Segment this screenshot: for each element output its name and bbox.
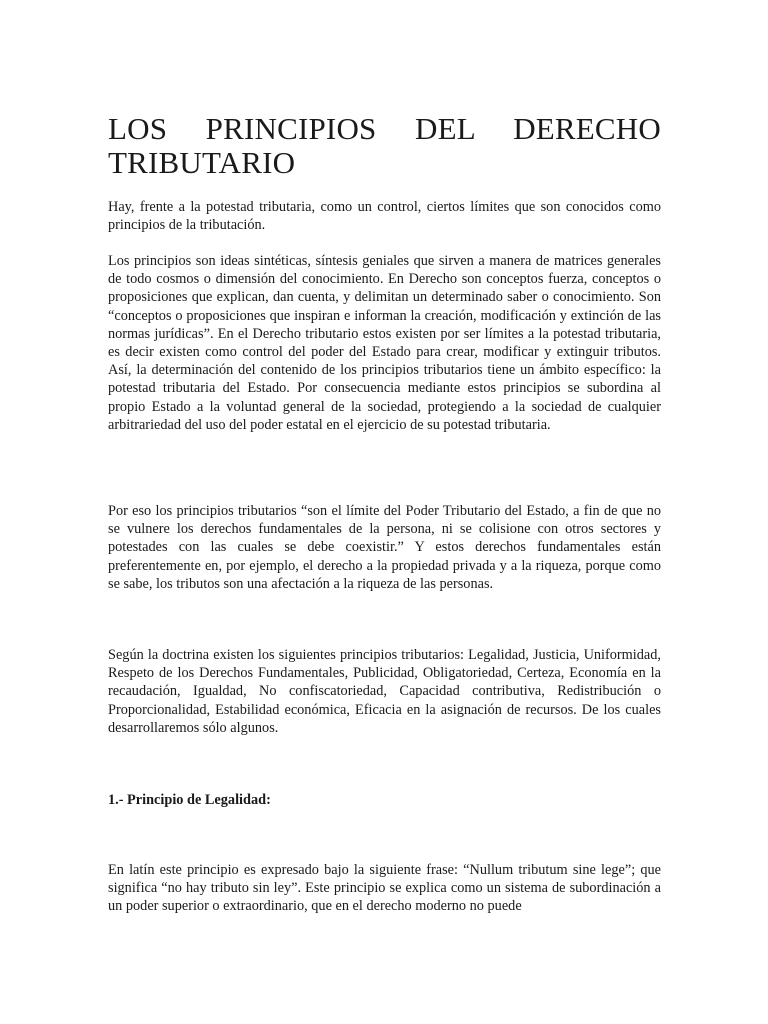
- paragraph-legalidad: En latín este principio es expresado bajo la siguiente frase: “Nullum tributum sine lege”; que significa “no hay tributo sin ley”. Este principio se explica como un sistema de subordinación a un poder superior o extraordinario, que en el derecho moderno no puede: [108, 862, 661, 915]
- paragraph-principles-definition: Los principios son ideas sintéticas, síntesis geniales que sirven a manera de matrices generales de todo cosmos o dimensión del conocimiento. En Derecho son conceptos fuerza, conceptos o proposiciones que explican, dan cuenta, y delimitan un determinado saber o conocimiento. Son “conceptos o proposiciones que inspiran e informan la creación, modificación y extinción de las normas jurídicas”. En el Derecho tributario estos existen por ser límites a la potestad tributaria, es decir existen como control del poder del Estado para crear, modificar y extinguir tributos. Así, la determinación del contenido de los principios tributarios tiene un ámbito específico: la potestad tributaria del Estado. Por consecuencia mediante estos principios se subordina al propio Estado a la voluntad general de la sociedad, protegiendo a la sociedad de cualquier arbitrariedad del uso del poder estatal en el ejercicio de su potestad tributaria.: [108, 253, 661, 433]
- paragraph-doctrine-list: Según la doctrina existen los siguientes principios tributarios: Legalidad, Justicia, Uniformidad, Respeto de los Derechos Fundamentales, Publicidad, Obligatoriedad, Certeza, Economía en la recaudación, Igualdad, No confiscatoriedad, Capacidad contributiva, Redistribución o Proporcionalidad, Estabilidad económica, Eficacia en la asignación de recursos. De los cuales desarrollaremos sólo algunos.: [108, 647, 661, 736]
- paragraph-tax-limits: Por eso los principios tributarios “son el límite del Poder Tributario del Estado, a fin de que no se vulnere los derechos fundamentales de la persona, ni se colisione con otros sectores y potestades con las cuales se debe coexistir.” Y estos derechos fundamentales están preferentemente en, por ejemplo, el derecho a la propiedad privada y a la riqueza, porque como se sabe, los tributos son una afectación a la riqueza de las personas.: [108, 503, 661, 592]
- section-heading-legalidad: 1.- Principio de Legalidad:: [108, 792, 271, 808]
- paragraph-intro: Hay, frente a la potestad tributaria, como un control, ciertos límites que son conocidos como principios de la tributación.: [108, 199, 661, 234]
- document-title: [108, 112, 661, 180]
- title-line-1: LOS PRINCIPIOS DEL DERECHO: [108, 111, 661, 146]
- title-line-2: TRIBUTARIO: [108, 145, 296, 180]
